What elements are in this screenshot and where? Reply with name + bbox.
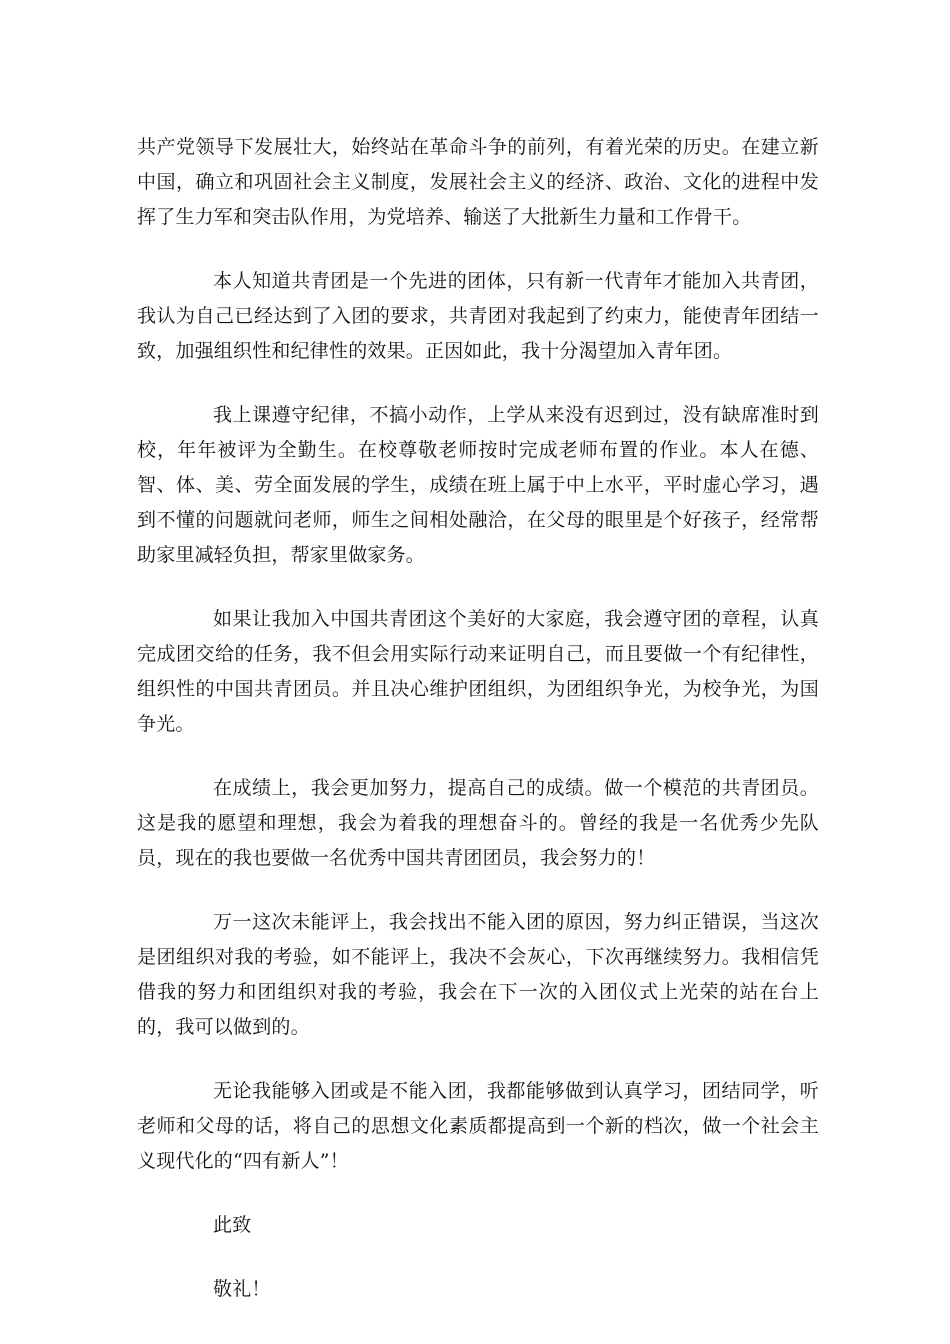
paragraph-if-not-selected: 万一这次未能评上，我会找出不能入团的原因，努力纠正错误，当这次是团组织对我的考验，如不能评上，我决不会灰心，下次再继续努力。我相信凭借我的努力和团组织对我的考验，我会在下一次的入团仪式上光荣的站在台上的，我可以做到的。 [137,911,819,1038]
paragraph-resolve: 无论我能够入团或是不能入团，我都能够做到认真学习，团结同学，听老师和父母的话，将自己的思想文化素质都提高到一个新的档次，做一个社会主义现代化的“四有新人”！ [137,1080,819,1172]
paragraph-conduct: 我上课遵守纪律，不搞小动作，上学从来没有迟到过，没有缺席准时到校，年年被评为全勤生。在校尊敬老师按时完成老师布置的作业。本人在德、智、体、美、劳全面发展的学生，成绩在班上属于中上水平，平时虚心学习，遇到不懂的问题就问老师，师生之间相处融洽，在父母的眼里是个好孩子，经常帮助家里减轻负担，帮家里做家务。 [137,404,819,566]
closing-salutation: 此致 [213,1214,252,1236]
paragraph-intro: 共产党领导下发展壮大，始终站在革命斗争的前列，有着光荣的历史。在建立新中国，确立和巩固社会主义制度，发展社会主义的经济、政治、文化的进程中发挥了生力军和突击队作用，为党培养、输送了大批新生力量和工作骨干。 [137,136,819,228]
paragraph-understanding: 本人知道共青团是一个先进的团体，只有新一代青年才能加入共青团，我认为自己已经达到了入团的要求，共青团对我起到了约束力，能使青年团结一致，加强组织性和纪律性的效果。正因如此，我十分渴望加入青年团。 [137,270,819,362]
closing-regards: 敬礼！ [213,1278,271,1300]
paragraph-grades: 在成绩上，我会更加努力，提高自己的成绩。做一个模范的共青团员。这是我的愿望和理想，我会为着我的理想奋斗的。曾经的我是一名优秀少先队员，现在的我也要做一名优秀中国共青团团员，我会努力的！ [137,777,819,869]
paragraph-commitment: 如果让我加入中国共青团这个美好的大家庭，我会遵守团的章程，认真完成团交给的任务，我不但会用实际行动来证明自己，而且要做一个有纪律性，组织性的中国共青团员。并且决心维护团组织，为团组织争光，为校争光，为国争光。 [137,608,819,735]
document-body [137,130,819,1336]
